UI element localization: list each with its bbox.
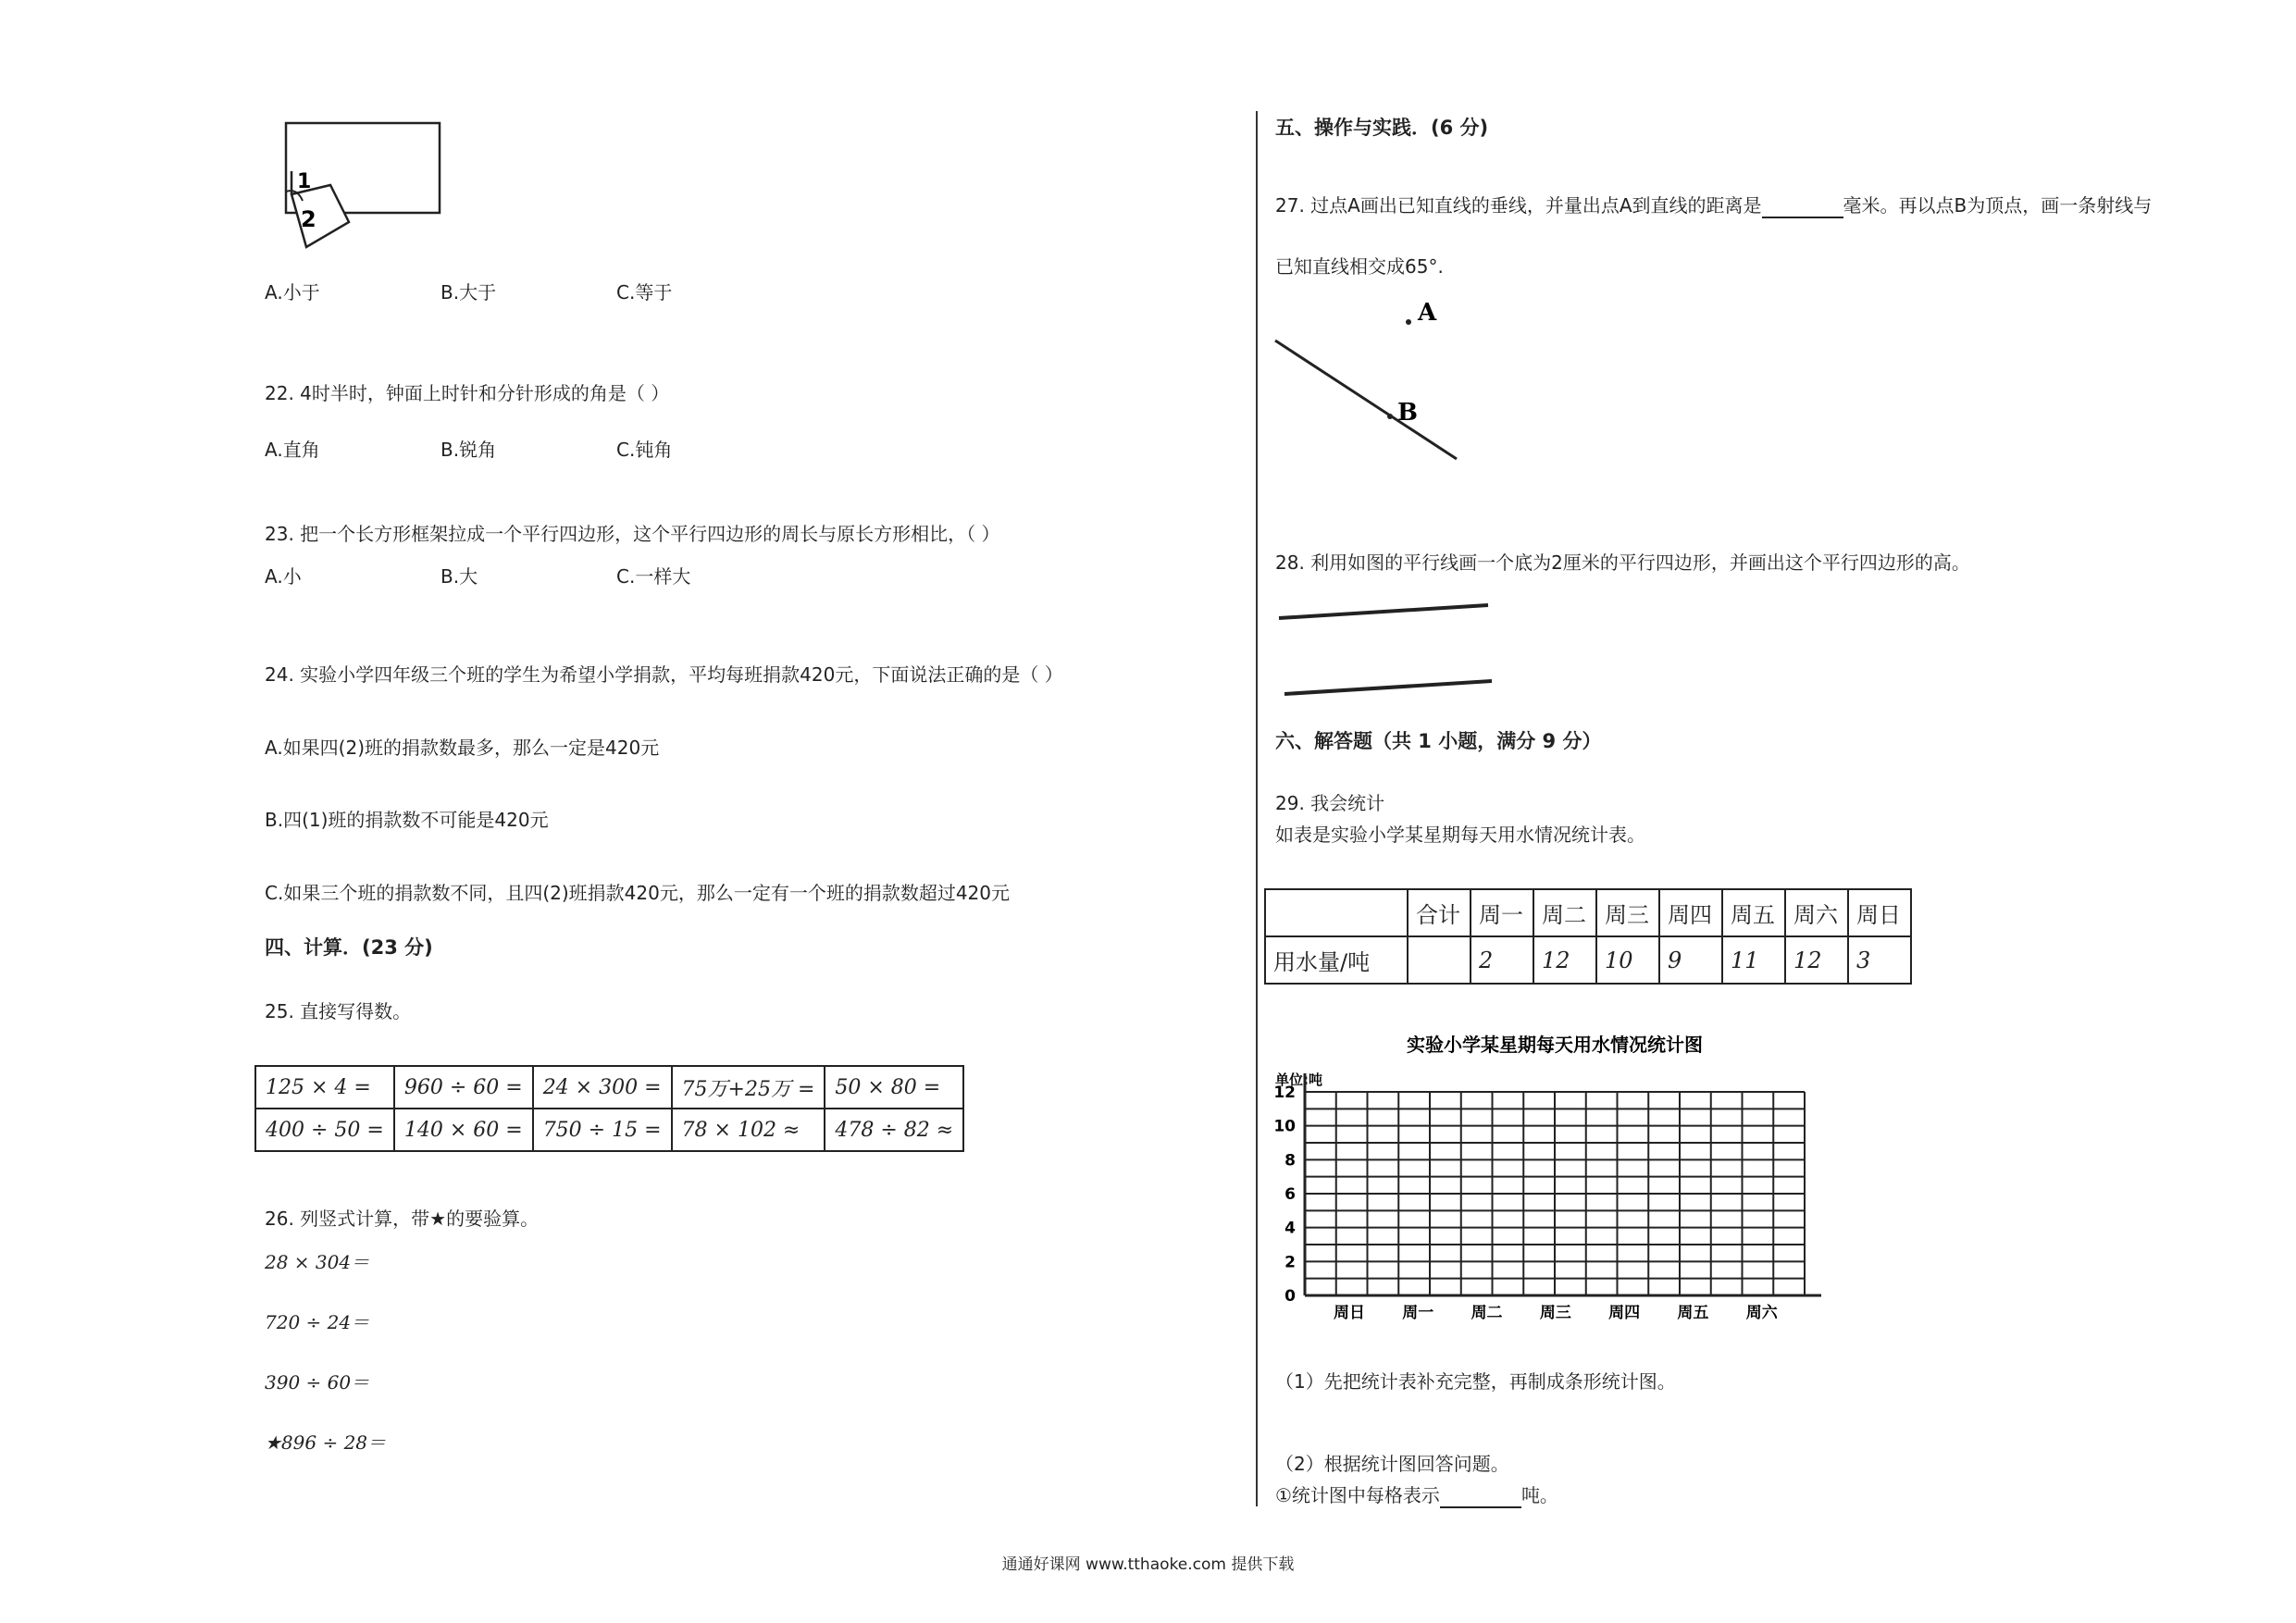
- fig21-label-1: 1: [297, 170, 312, 193]
- q27-answer-blank[interactable]: [1762, 194, 1843, 218]
- q26-item: 720 ÷ 24＝: [265, 1311, 370, 1333]
- q23-option-c[interactable]: C.一样大: [616, 565, 691, 588]
- column-divider: [1256, 111, 1258, 1506]
- total-cell[interactable]: [1408, 936, 1471, 984]
- q27-text-a: 27. 过点A画出已知直线的垂线，并量出点A到直线的距离是: [1275, 194, 1762, 217]
- q28-text: 28. 利用如图的平行线画一个底为2厘米的平行四边形，并画出这个平行四边形的高。: [1275, 551, 1970, 574]
- q23-option-a[interactable]: A.小: [265, 565, 302, 588]
- q24-option-a[interactable]: A.如果四(2)班的捐款数最多，那么一定是420元: [265, 737, 660, 759]
- y-tick-label: 12: [1273, 1084, 1296, 1102]
- q25-calc-table: [254, 1065, 964, 1152]
- q29-sub2: （2）根据统计图回答问题。: [1275, 1453, 1509, 1475]
- x-tick-label: 周一: [1402, 1304, 1434, 1322]
- calc-cell: 750 ÷ 15 =: [533, 1109, 672, 1151]
- q22-text: 22. 4时半时，钟面上时针和分针形成的角是（ ）: [265, 382, 670, 404]
- q26-item: 28 × 304＝: [265, 1251, 370, 1273]
- y-tick-label: 4: [1285, 1219, 1296, 1238]
- table-header-cell: 周二: [1533, 889, 1596, 936]
- x-tick-label: 周三: [1539, 1304, 1571, 1322]
- calc-cell: 960 ÷ 60 =: [394, 1066, 533, 1109]
- q21-figure: [273, 116, 458, 254]
- table-header-cell: 周四: [1659, 889, 1722, 936]
- q24-option-c[interactable]: C.如果三个班的捐款数不同，且四(2)班捐款420元，那么一定有一个班的捐款数超过420元: [265, 882, 1010, 904]
- q22-option-a[interactable]: A.直角: [265, 439, 320, 461]
- q29-title: 29. 我会统计: [1275, 792, 1385, 814]
- q23-text: 23. 把一个长方形框架拉成一个平行四边形，这个平行四边形的周长与原长方形相比，（ ）: [265, 523, 1000, 545]
- table-header-cell: 周一: [1471, 889, 1533, 936]
- q29-answer-blank[interactable]: [1440, 1484, 1521, 1508]
- section-4-heading: 四、计算．(23 分): [265, 936, 433, 959]
- water-usage-chart[interactable]: [1259, 1018, 1832, 1351]
- q29-sub1: （1）先把统计表补充完整，再制成条形统计图。: [1275, 1370, 1676, 1393]
- value-cell: 2: [1471, 936, 1533, 984]
- chart-title: 实验小学某星期每天用水情况统计图: [1407, 1034, 1703, 1056]
- chart-unit-label: 单位:吨: [1275, 1072, 1322, 1088]
- calc-cell: 78 × 102 ≈: [672, 1109, 825, 1151]
- section-5-heading: 五、操作与实践．(6 分): [1275, 117, 1489, 139]
- value-cell: 3: [1848, 936, 1911, 984]
- table-cell: [1265, 889, 1408, 936]
- q29-desc: 如表是实验小学某星期每天用水情况统计表。: [1275, 824, 1645, 846]
- y-tick-label: 10: [1273, 1117, 1296, 1136]
- q23-option-b[interactable]: B.大: [441, 565, 478, 588]
- y-tick-label: 2: [1285, 1253, 1296, 1272]
- value-cell: 12: [1533, 936, 1596, 984]
- table-row-label: 用水量/吨: [1265, 936, 1408, 984]
- calc-cell: 140 × 60 =: [394, 1109, 533, 1151]
- section-6-heading: 六、解答题（共 1 小题，满分 9 分）: [1275, 730, 1602, 752]
- q29-sub2-1: [1275, 1481, 1558, 1508]
- calc-cell: 50 × 80 =: [825, 1066, 963, 1109]
- water-usage-table: [1264, 888, 1912, 985]
- table-header-cell: 周五: [1722, 889, 1785, 936]
- q24-option-b[interactable]: B.四(1)班的捐款数不可能是420元: [265, 809, 549, 831]
- table-row: [255, 1066, 963, 1109]
- q29-sub2-1-text-a: ①统计图中每格表示: [1275, 1484, 1440, 1506]
- q22-option-b[interactable]: B.锐角: [441, 439, 497, 461]
- calc-cell: 24 × 300 =: [533, 1066, 672, 1109]
- x-tick-label: 周日: [1334, 1304, 1365, 1322]
- q29-sub2-1-text-b: 吨。: [1520, 1484, 1558, 1506]
- q26-text: 26. 列竖式计算，带★的要验算。: [265, 1208, 540, 1230]
- calc-cell: 125 × 4 =: [255, 1066, 394, 1109]
- table-header-cell: 周三: [1596, 889, 1659, 936]
- calc-cell: 400 ÷ 50 =: [255, 1109, 394, 1151]
- y-tick-label: 0: [1285, 1287, 1296, 1306]
- q27-line1: [1275, 191, 2152, 218]
- q27-text-b: 毫米。再以点B为顶点，画一条射线与: [1843, 194, 2153, 217]
- q26-item: ★896 ÷ 28＝: [265, 1431, 387, 1454]
- y-tick-label: 6: [1285, 1185, 1296, 1204]
- table-header-cell: 周日: [1848, 889, 1911, 936]
- x-tick-label: 周二: [1471, 1304, 1503, 1322]
- q27-figure: [1268, 296, 1481, 472]
- q27-line2: 已知直线相交成65°.: [1275, 255, 1444, 278]
- q22-option-c[interactable]: C.钝角: [616, 439, 673, 461]
- value-cell: 9: [1659, 936, 1722, 984]
- q25-text: 25. 直接写得数。: [265, 1000, 412, 1022]
- table-row: [1265, 889, 1911, 936]
- table-header-cell: 合计: [1408, 889, 1471, 936]
- point-b-label: B: [1397, 399, 1418, 427]
- q26-item: 390 ÷ 60＝: [265, 1371, 370, 1394]
- q21-option-b[interactable]: B.大于: [441, 281, 497, 304]
- fig21-label-2: 2: [301, 206, 316, 232]
- table-header-cell: 周六: [1785, 889, 1848, 936]
- q24-text: 24. 实验小学四年级三个班的学生为希望小学捐款，平均每班捐款420元，下面说法正确的是（ ）: [265, 663, 1063, 686]
- table-row: [255, 1109, 963, 1151]
- value-cell: 11: [1722, 936, 1785, 984]
- chart-y-ticks: [1273, 1084, 1296, 1306]
- calc-cell: 75万+25万 =: [672, 1066, 825, 1109]
- q28-parallel-lines: [1277, 592, 1499, 703]
- value-cell: 12: [1785, 936, 1848, 984]
- point-a-label: A: [1418, 299, 1437, 327]
- value-cell: 10: [1596, 936, 1659, 984]
- page-footer: 通通好课网 www.tthaoke.com 提供下载: [1001, 1555, 1295, 1574]
- x-tick-label: 周四: [1608, 1304, 1641, 1322]
- x-tick-label: 周六: [1745, 1304, 1778, 1322]
- calc-cell: 478 ÷ 82 ≈: [825, 1109, 963, 1151]
- table-row: [1265, 936, 1911, 984]
- chart-grid: [1305, 1073, 1821, 1295]
- q21-option-a[interactable]: A.小于: [265, 281, 320, 304]
- x-tick-label: 周五: [1677, 1304, 1709, 1322]
- y-tick-label: 8: [1285, 1151, 1296, 1171]
- q21-option-c[interactable]: C.等于: [616, 281, 673, 304]
- chart-x-ticks: [1334, 1304, 1779, 1322]
